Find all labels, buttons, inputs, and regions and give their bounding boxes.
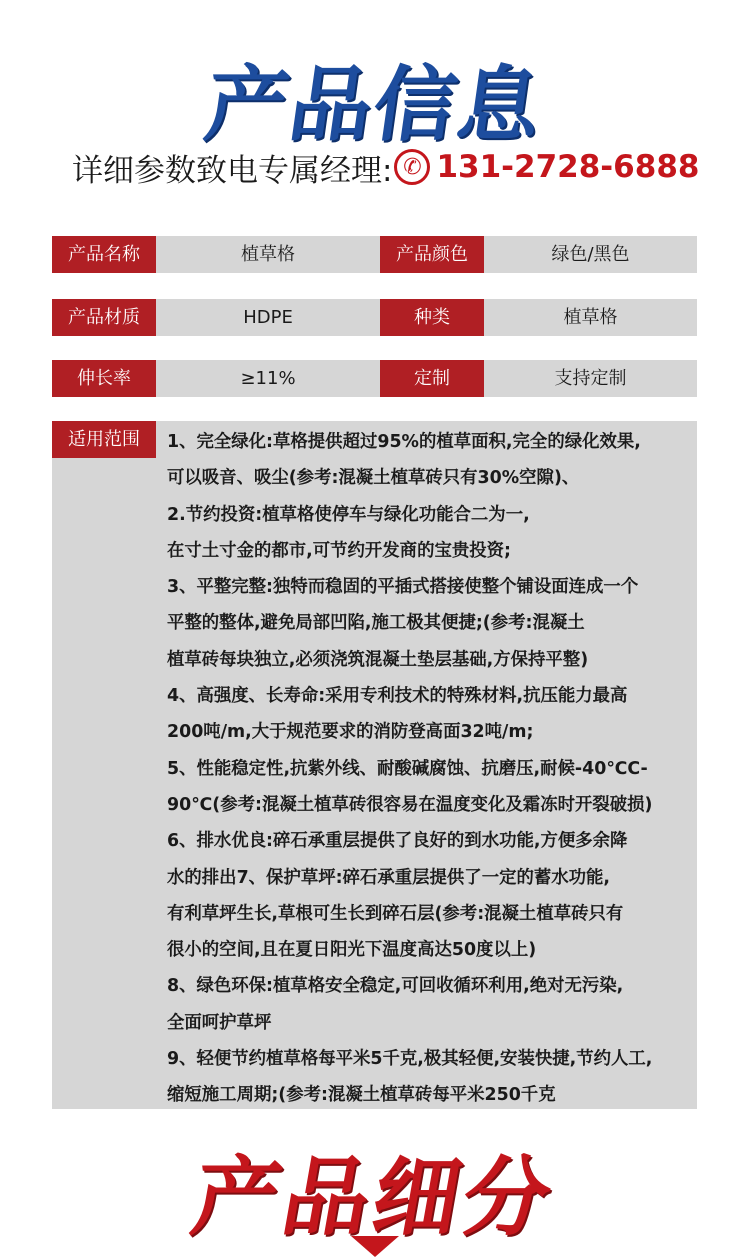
scope-line: 有利草坪生长,草根可生长到碎石层(参考:混凝土植草砖只有 <box>167 903 624 924</box>
scope-line: 植草砖每块独立,必须浇筑混凝土垫层基础,方保持平整) <box>167 649 589 670</box>
spec-value: ≥11% <box>156 360 380 397</box>
scope-line: 9、轻便节约植草格每平米5千克,极其轻便,安装快捷,节约人工, <box>167 1049 653 1070</box>
scope-line: 90℃(参考:混凝土植草砖很容易在温度变化及霜冻时开裂破损) <box>167 794 653 815</box>
scope-panel <box>52 421 697 1109</box>
scope-line: 5、性能稳定性,抗紫外线、耐酸碱腐蚀、抗磨压,耐候-40℃C- <box>167 758 648 779</box>
scope-line: 2.节约投资:植草格使停车与绿化功能合二为一, <box>167 504 530 525</box>
spec-row <box>52 360 697 397</box>
scope-lines <box>167 424 697 1114</box>
spec-value: 植草格 <box>484 299 697 336</box>
scope-line: 很小的空间,且在夏日阳光下温度高达50度以上) <box>167 940 537 961</box>
product-info-title: 产品信息 <box>199 58 549 153</box>
spec-key: 伸长率 <box>52 360 156 397</box>
scope-line: 6、排水优良:碎石承重层提供了良好的到水功能,方便多余降 <box>167 831 628 852</box>
product-detail-title: 产品细分 <box>184 1148 563 1248</box>
spec-value: HDPE <box>156 299 380 336</box>
scope-line: 在寸土寸金的都市,可节约开发商的宝贵投资; <box>167 540 511 561</box>
phone-number[interactable]: 131-2728-6888 <box>436 149 700 185</box>
spec-value: 绿色/黑色 <box>484 236 697 273</box>
scope-line: 1、完全绿化:草格提供超过95%的植草面积,完全的绿化效果, <box>167 432 641 452</box>
scope-line: 8、绿色环保:植草格安全稳定,可回收循环利用,绝对无污染, <box>167 976 624 997</box>
scope-line: 全面呵护草坪 <box>167 1012 272 1033</box>
scope-line: 4、高强度、长寿命:采用专利技术的特殊材料,抗压能力最高 <box>167 686 628 707</box>
scope-line: 3、平整完整:独特而稳固的平插式搭接使整个铺设面连成一个 <box>167 577 639 598</box>
spec-key: 产品颜色 <box>380 236 484 273</box>
scope-label: 适用范围 <box>52 421 156 458</box>
spec-row <box>52 236 697 273</box>
spec-key: 产品名称 <box>52 236 156 273</box>
contact-line <box>72 142 712 192</box>
spec-row <box>52 299 697 336</box>
scope-line: 200吨/m,大于规范要求的消防登高面32吨/m; <box>167 722 534 743</box>
chevron-down-icon <box>351 1236 399 1257</box>
phone-icon: ✆ <box>394 149 430 185</box>
spec-key: 定制 <box>380 360 484 397</box>
scope-line: 水的排出7、保护草坪:碎石承重层提供了一定的蓄水功能, <box>167 867 611 888</box>
spec-value: 支持定制 <box>484 360 697 397</box>
spec-key: 种类 <box>380 299 484 336</box>
contact-label: 详细参数致电专属经理: <box>72 152 393 189</box>
spec-value: 植草格 <box>156 236 380 273</box>
scope-line: 可以吸音、吸尘(参考:混凝土植草砖只有30%空隙)、 <box>167 468 580 489</box>
spec-key: 产品材质 <box>52 299 156 336</box>
scope-line: 平整的整体,避免局部凹陷,施工极其便捷;(参考:混凝土 <box>167 613 585 634</box>
scope-line: 缩短施工周期;(参考:混凝土植草砖每平米250千克 <box>167 1085 556 1106</box>
